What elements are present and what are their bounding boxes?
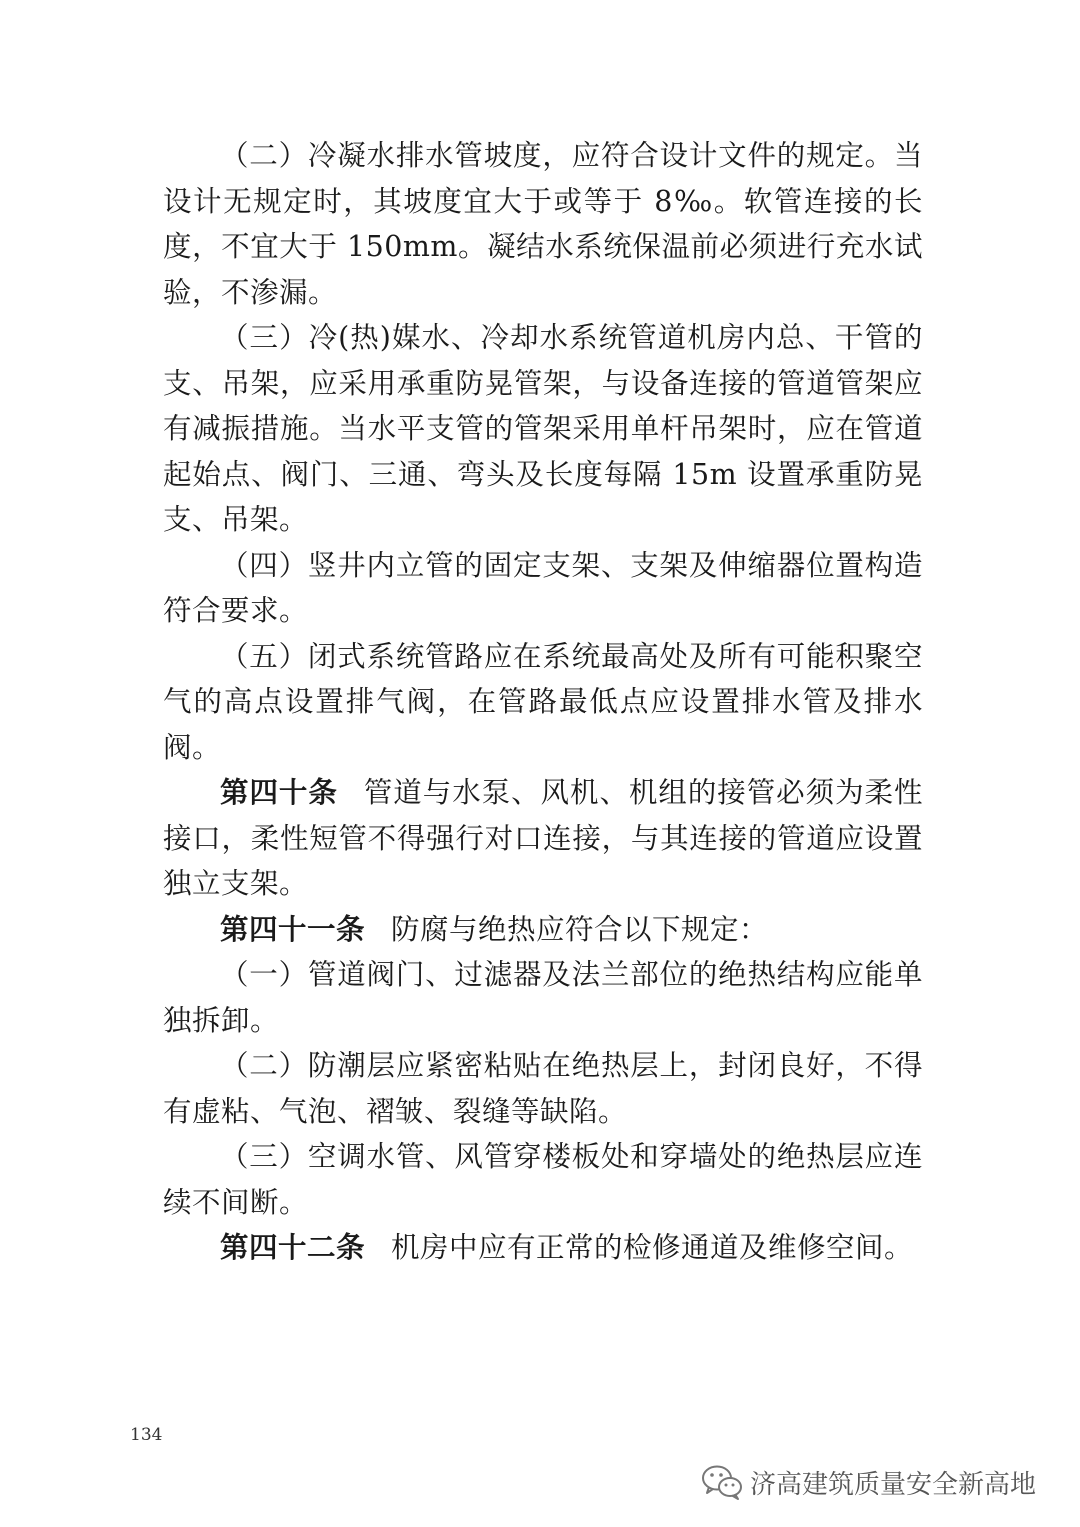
article-42 (163, 1225, 923, 1271)
paragraph-text: （五）闭式系统管路应在系统最高处及所有可能积聚空气的高点设置排气阀，在管路最低点应设置排水管及排水阀。 (163, 639, 923, 764)
paragraph-2 (163, 315, 923, 543)
paragraph-8 (163, 1043, 923, 1134)
paragraph-3 (163, 543, 923, 634)
article-40 (163, 770, 923, 907)
wechat-icon (700, 1463, 744, 1501)
paragraph-4 (163, 634, 923, 771)
page-number: 134 (130, 1425, 163, 1445)
paragraph-9 (163, 1134, 923, 1225)
paragraph-1 (163, 133, 923, 315)
paragraph-text: 防腐与绝热应符合以下规定： (391, 912, 769, 946)
article-heading: 第四十条 (220, 775, 338, 809)
paragraph-text: （四）竖井内立管的固定支架、支架及伸缩器位置构造符合要求。 (163, 548, 923, 627)
document-body (163, 133, 923, 1271)
paragraph-text: （二）冷凝水排水管坡度，应符合设计文件的规定。当设计无规定时，其坡度宜大于或等于 8‰。软管连接的长度，不宜大于 150mm。凝结水系统保温前必须进行充水试验，不渗漏。 (163, 139, 923, 309)
paragraph-text: （一）管道阀门、过滤器及法兰部位的绝热结构应能单独拆卸。 (163, 958, 923, 1037)
paragraph-text: （三）空调水管、风管穿楼板处和穿墙处的绝热层应连续不间断。 (163, 1140, 923, 1219)
paragraph-text: （二）防潮层应紧密粘贴在绝热层上，封闭良好，不得有虚粘、气泡、褶皱、裂缝等缺陷。 (163, 1049, 923, 1128)
paragraph-7 (163, 952, 923, 1043)
watermark-text: 济高建筑质量安全新高地 (750, 1469, 1037, 1500)
article-heading: 第四十一条 (220, 911, 366, 946)
watermark (700, 1462, 1036, 1502)
article-41 (163, 907, 923, 953)
article-heading: 第四十二条 (220, 1230, 366, 1264)
paragraph-text: 管道与水泵、风机、机组的接管必须为柔性接口，柔性短管不得强行对口连接，与其连接的管道应设置独立支架。 (163, 776, 923, 900)
paragraph-text: 机房中应有正常的检修通道及维修空间。 (391, 1231, 914, 1264)
paragraph-text: （三）冷(热)媒水、冷却水系统管道机房内总、干管的支、吊架，应采用承重防晃管架，与设备连接的管道管架应有减振措施。当水平支管的管架采用单杆吊架时，应在管道起始点、阀门、三通、弯头及长度每隔 15m 设置承重防晃支、吊架。 (163, 321, 923, 536)
